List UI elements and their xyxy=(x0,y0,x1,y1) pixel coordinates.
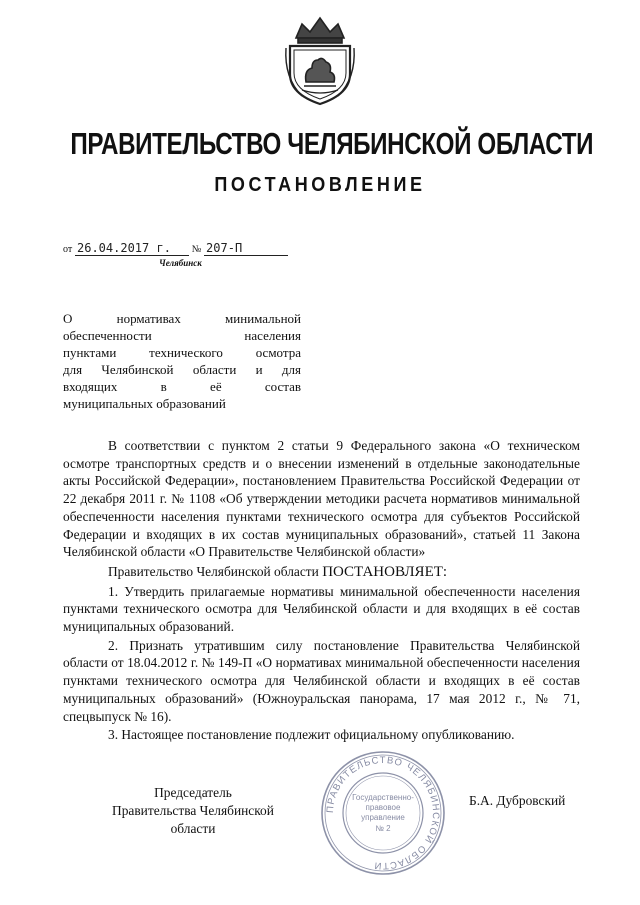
subject-line: для Челябинской области и для xyxy=(63,362,301,377)
document-date: 26.04.2017 г. xyxy=(75,241,189,256)
official-stamp xyxy=(318,748,448,878)
subject-line: О нормативах минимальной xyxy=(63,311,301,326)
stamp-outer-text: ПРАВИТЕЛЬСТВО ЧЕЛЯБИНСКОЙ ОБЛАСТИ xyxy=(324,754,442,872)
ruling-paragraph xyxy=(63,563,580,582)
government-title: ПРАВИТЕЛЬСТВО ЧЕЛЯБИНСКОЙ ОБЛАСТИ xyxy=(70,126,594,161)
document-number: 207-П xyxy=(204,241,288,256)
position-line: Правительства Челябинской области xyxy=(112,803,274,836)
document-body xyxy=(63,437,580,744)
stamp-inner-line: управление xyxy=(361,813,405,822)
document-meta xyxy=(63,241,288,256)
document-type: ПОСТАНОВЛЕНИЕ xyxy=(214,174,426,196)
stamp-inner-line: Государственно- xyxy=(352,793,414,802)
ruling-word: ПОСТАНОВЛЯЕТ: xyxy=(322,563,448,580)
coat-of-arms-icon xyxy=(282,8,358,108)
subject-line: пунктами технического осмотра xyxy=(63,345,301,360)
stamp-inner-line: правовое xyxy=(365,803,401,812)
preamble-paragraph: В соответствии с пунктом 2 статьи 9 Федерального закона «О техническом осмотре транспортных средств и о внесении изменений в отдельные законодательные акты Российской Федерации», постановлением Правительства Российской Федерации от 22 декабря 2011 г. № 1108 «Об утверждении методики расчета нормативов минимальной обеспеченности населения пунктами технического осмотра для субъектов Российской Федерации и входящих в их состав муниципальных образований», статьей 11 Закона Челябинской области «О Правительстве Челябинской области» xyxy=(63,438,580,560)
subject-line: входящих в её состав xyxy=(63,379,301,394)
resolution-item: 3. Настоящее постановление подлежит официальному опубликованию. xyxy=(108,727,515,743)
ruling-prefix: Правительство Челябинской области xyxy=(108,563,319,579)
signatory-name: Б.А. Дубровский xyxy=(469,793,566,808)
stamp-inner-line: № 2 xyxy=(375,824,391,833)
document-subject xyxy=(63,310,301,412)
date-label: от xyxy=(63,244,73,255)
signatory-position xyxy=(98,784,288,838)
resolution-item: 1. Утвердить прилагаемые нормативы минимальной обеспеченности населения пунктами технического осмотра для Челябинской области и для входящих в её состав муниципальных образований. xyxy=(63,583,580,635)
position-line: Председатель xyxy=(154,785,232,800)
number-label: № xyxy=(191,244,202,255)
resolution-item: 2. Признать утратившим силу постановление Правительства Челябинской области от 18.04.2012 г. № 149-П «О нормативах минимальной обеспеченности населения пунктами технического осмотра для Челябинской области и входящих в её состав муниципальных образований» (Южноуральская панорама, 17 мая 2012 г., № 71, спецвыпуск № 16). xyxy=(63,637,580,724)
subject-line: обеспеченности населения xyxy=(63,328,301,343)
document-city: Челябинск xyxy=(159,258,202,268)
subject-line: муниципальных образований xyxy=(63,396,226,411)
